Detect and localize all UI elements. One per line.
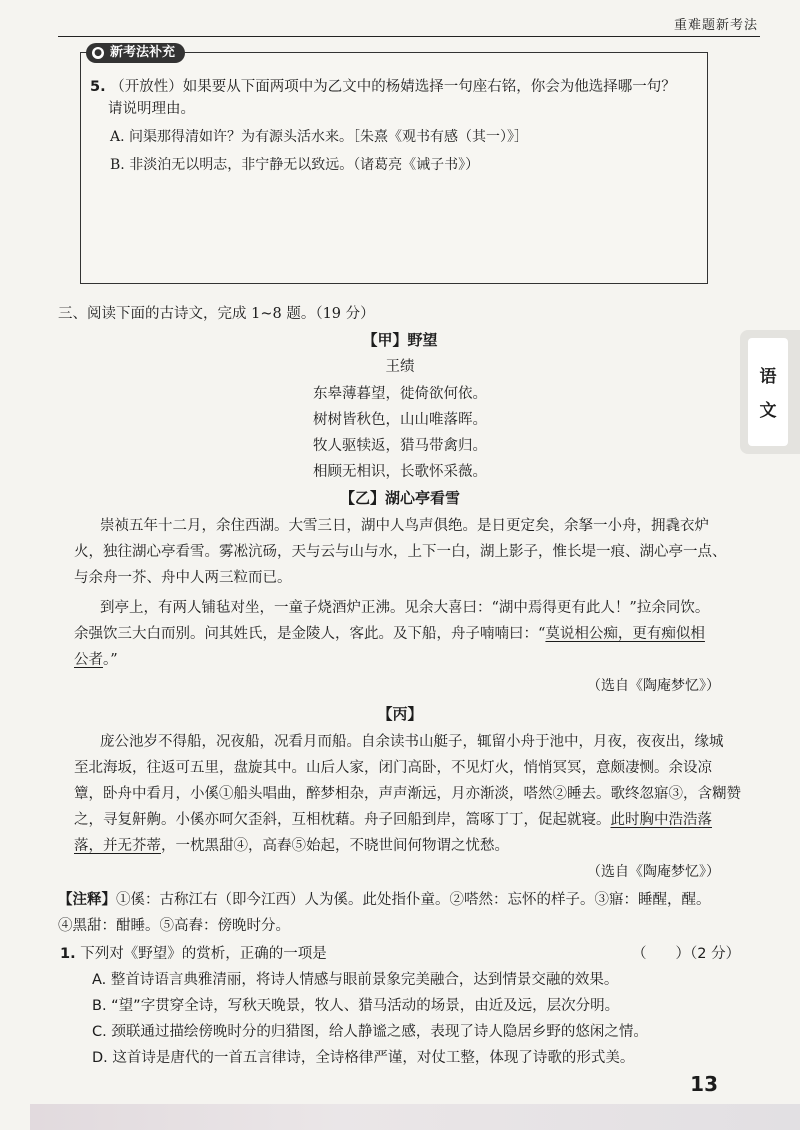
running-header: 重难题新考法 xyxy=(673,18,758,33)
side-tab-char-1: 语 xyxy=(759,367,777,387)
q5-option-b: B. 非淡泊无以明志，非宁静无以致远。（诸葛亮《诫子书》） xyxy=(110,157,480,173)
q5-option-a: A. 问渠那得清如许？为有源头活水来。［朱熹《观书有感（其一）》］ xyxy=(110,129,529,145)
yi-source: （选自《陶庵梦忆》） xyxy=(587,678,720,694)
q1-option-d[interactable]: D. 这首诗是唐代的一首五言律诗，全诗格律严谨，对仗工整，体现了诗歌的形式美。 xyxy=(92,1050,635,1066)
bing-underlined-sentence-end: 落，并无芥蒂 xyxy=(74,838,161,854)
q5-number: 5. xyxy=(90,79,106,95)
q1-answer-bracket[interactable]: （ ）（2 分） xyxy=(632,946,741,962)
notes-text: ①傒：古称江右（即今江西）人为傒。此处指仆童。②嗒然：忘怀的样子。③寤：睡醒，醒。 xyxy=(116,892,711,908)
yi-para1-line2: 火，独往湖心亭看雪。雾凇沆砀，天与云与山与水，上下一白，湖上影子，惟长堤一痕、湖心亭一点、 xyxy=(74,544,727,560)
yi-para1-line3: 与余舟一芥、舟中人两三粒而已。 xyxy=(74,570,292,586)
yi-underlined-quote-end: 公者 xyxy=(74,652,103,668)
yi-text: 余强饮三大白而别。问其姓氏，是金陵人，客此。及下船，舟子喃喃曰：“ xyxy=(74,626,546,642)
yi-para1-line1: 崇祯五年十二月，余住西湖。大雪三日，湖中人鸟声俱绝。是日更定矣，余拏一小舟，拥毳衣炉 xyxy=(100,518,709,534)
poem-title: 【甲】野望 xyxy=(362,331,438,349)
bing-line2: 至北海坂，往返可五里，盘旋其中。山后人家，闭门高卧，不见灯火，悄悄冥冥，意颇凄恻。余设凉 xyxy=(74,760,712,776)
supplement-tab-label: 新考法补充 xyxy=(110,45,176,60)
poem-line: 树树皆秋色，山山唯落晖。 xyxy=(313,412,487,428)
section-instruction: 三、阅读下面的古诗文，完成 1~8 题。（19 分） xyxy=(58,306,375,322)
page-number: 13 xyxy=(690,1072,718,1096)
q5-line2: 请说明理由。 xyxy=(108,101,195,117)
poem-author: 王绩 xyxy=(385,359,415,375)
poem-line: 牧人驱犊返，猎马带禽归。 xyxy=(313,438,487,454)
bing-text: 之，寻复鼾齁。小傒亦呵欠歪斜，互相枕藉。舟子回船到岸，篙啄丁丁，促起就寝。 xyxy=(74,812,611,828)
supplement-tab xyxy=(86,43,185,63)
notes-line2: ④黑甜：酣睡。⑤高舂：傍晚时分。 xyxy=(58,918,290,934)
bing-line4 xyxy=(74,810,712,830)
bottom-scan-band xyxy=(30,1104,800,1130)
q1-option-c[interactable]: C. 颈联通过描绘傍晚时分的归猎图，给人静谧之感，表现了诗人隐居乡野的悠闲之情。 xyxy=(92,1024,648,1040)
q1-option-a[interactable]: A. 整首诗语言典雅清丽，将诗人情感与眼前景象完美融合，达到情景交融的效果。 xyxy=(92,972,619,988)
header-rule xyxy=(58,36,760,37)
q5-line1 xyxy=(90,76,700,98)
notes-label: 【注释】 xyxy=(58,892,116,908)
side-tab-char-2: 文 xyxy=(759,401,777,421)
notes-line1 xyxy=(58,890,711,910)
q1-stem: 下列对《野望》的赏析，正确的一项是 xyxy=(80,946,327,962)
bing-line3: 簟，卧舟中看月，小傒①船头唱曲，醉梦相杂，声声渐远，月亦渐淡，嗒然②睡去。歌终忽寤③，含糊赞 xyxy=(74,786,741,802)
yi-title: 【乙】湖心亭看雪 xyxy=(339,489,460,507)
yi-text: 。” xyxy=(103,652,118,668)
yi-para2-line3 xyxy=(74,650,118,670)
yi-para2-line1: 到亭上，有两人铺毡对坐，一童子烧酒炉正沸。见余大喜曰：“湖中焉得更有此人！”拉余同饮。 xyxy=(100,600,710,616)
yi-para2-line2 xyxy=(74,624,705,644)
bing-text: ，一枕黑甜④，高舂⑤始起，不晓世间何物谓之忧愁。 xyxy=(161,838,509,854)
bing-source: （选自《陶庵梦忆》） xyxy=(587,864,720,880)
new-badge-icon: ● xyxy=(92,47,104,59)
q1-option-b[interactable]: B. “望”字贯穿全诗，写秋天晚景，牧人、猎马活动的场景，由近及远，层次分明。 xyxy=(92,998,620,1014)
bing-underlined-sentence: 此时胸中浩浩落 xyxy=(610,812,712,828)
poem-line: 东皋薄暮望，徙倚欲何依。 xyxy=(313,386,487,402)
q5-text-1: （开放性）如果要从下面两项中为乙文中的杨婧选择一句座右铭，你会为他选择哪一句？ xyxy=(110,79,676,95)
bing-line1: 庞公池岁不得船，况夜船，况看月而船。自余读书山艇子，辄留小舟于池中，月夜，夜夜出，缘城 xyxy=(100,734,724,750)
bing-line5 xyxy=(74,836,509,856)
yi-underlined-quote: 莫说相公痴，更有痴似相 xyxy=(545,626,705,642)
bing-title: 【丙】 xyxy=(377,705,423,723)
q1-stem-line xyxy=(60,944,327,964)
poem-line: 相顾无相识，长歌怀采薇。 xyxy=(313,464,487,480)
q1-number: 1. xyxy=(60,946,76,962)
